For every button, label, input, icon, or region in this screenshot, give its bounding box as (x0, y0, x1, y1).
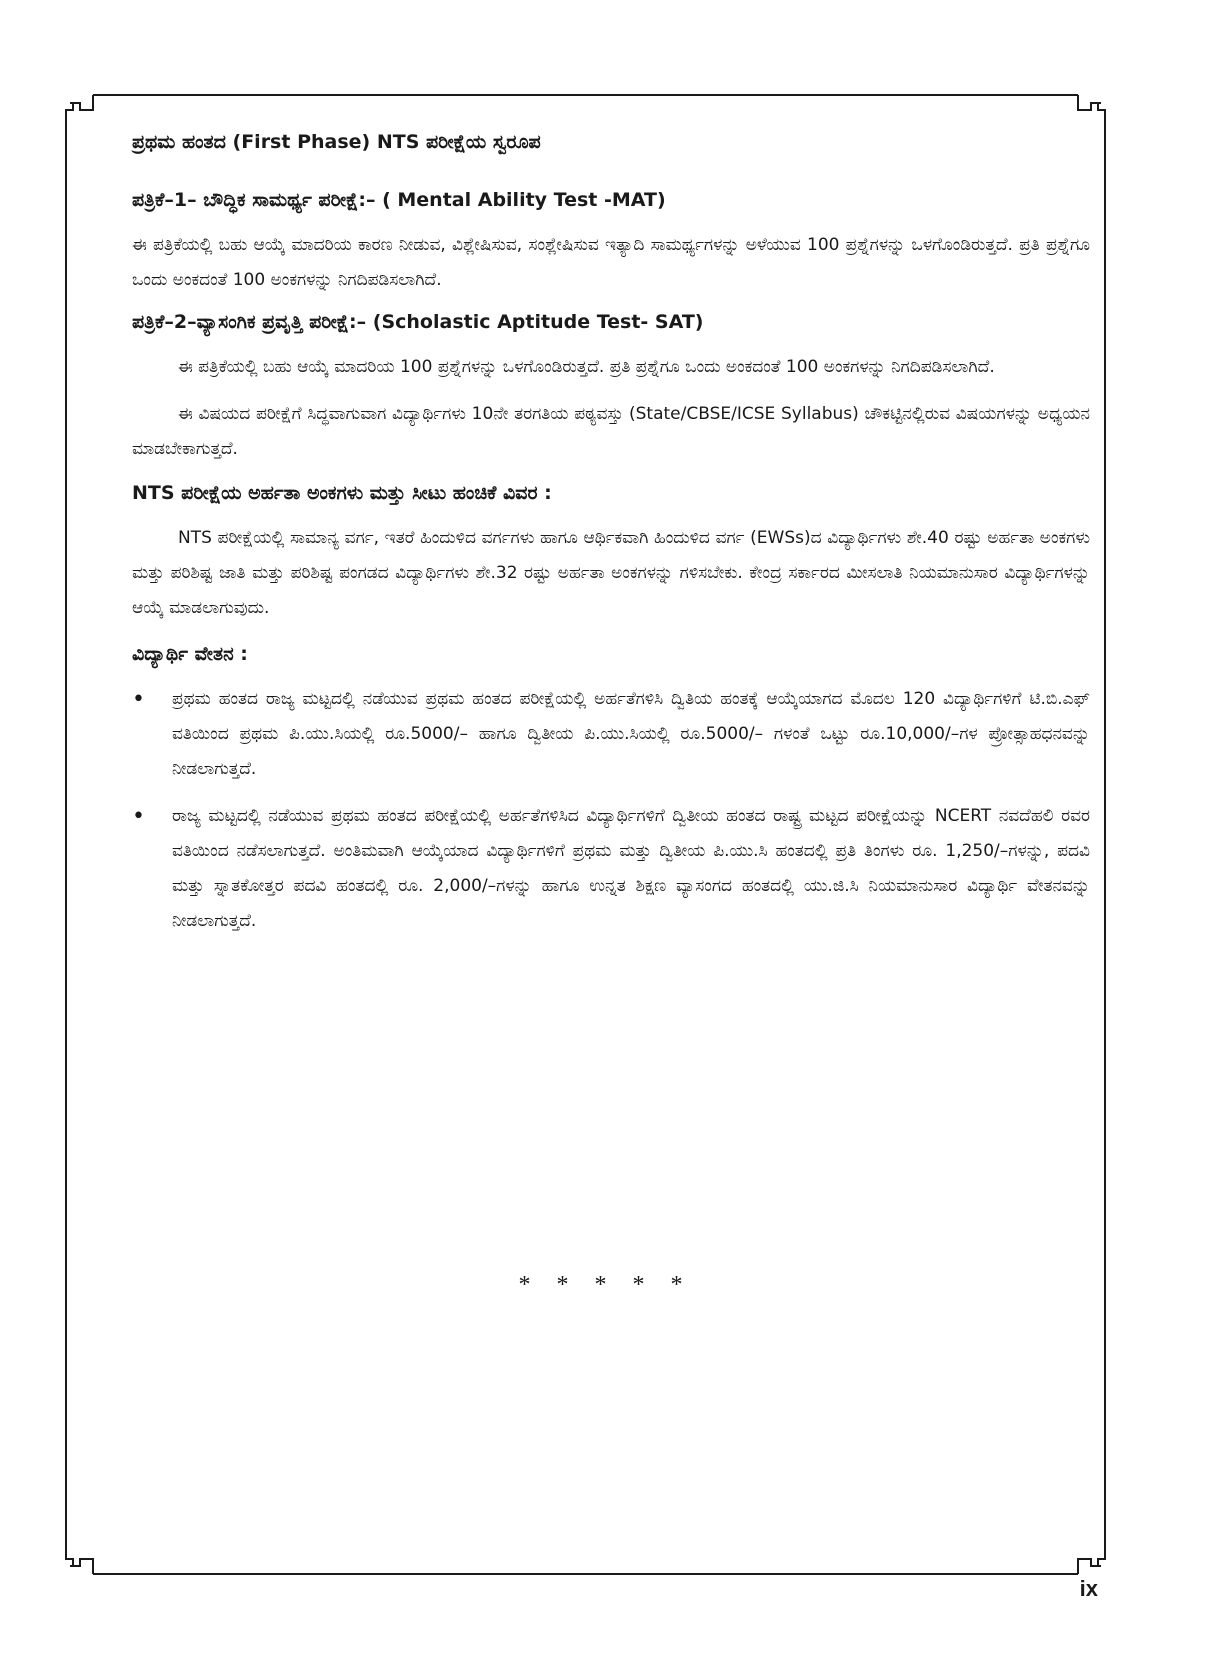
page-number: ix (1079, 1576, 1098, 1601)
mat-heading: ಪತ್ರಿಕೆ–1– ಬೌದ್ಧಿಕ ಸಾಮರ್ಥ್ಯ ಪರೀಕ್ಷೆ:– ( Mental Ability Test -MAT) (132, 189, 666, 211)
sat-heading: ಪತ್ರಿಕೆ–2–ವ್ಯಾಸಂಗಿಕ ಪ್ರವೃತ್ತಿ ಪರೀಕ್ಷೆ:– (Scholastic Aptitude Test- SAT) (132, 311, 704, 333)
mat-description: ಈ ಪತ್ರಿಕೆಯಲ್ಲಿ ಬಹು ಆಯ್ಕೆ ಮಾದರಿಯ ಕಾರಣ ನೀಡುವ, ವಿಶ್ಲೇಷಿಸುವ, ಸಂಶ್ಲೇಷಿಸುವ ಇತ್ಯಾದಿ ಸಾಮರ್ಥ್ಯಗಳನ್ನು ಅಳೆಯುವ 100 ಪ್ರಶ್ನೆಗಳನ್ನು ಒಳಗೊಂಡಿರುತ್ತದೆ. ಪ್ರತಿ ಪ್ರಶ್ನೆಗೂ ಒಂದು ಅಂಕದಂತೆ 100 ಅಂಕಗಳನ್ನು ನಿಗದಿಪಡಿಸಲಾಗಿದೆ. (132, 235, 1090, 290)
list-item (132, 799, 1090, 939)
nts-qualifying-description: NTS ಪರೀಕ್ಷೆಯಲ್ಲಿ ಸಾಮಾನ್ಯ ವರ್ಗ, ಇತರೆ ಹಿಂದುಳಿದ ವರ್ಗಗಳು ಹಾಗೂ ಆರ್ಥಿಕವಾಗಿ ಹಿಂದುಳಿದ ವರ್ಗ (EWSs)ದ ವಿದ್ಯಾರ್ಥಿಗಳು ಶೇ.40 ರಷ್ಟು ಅರ್ಹತಾ ಅಂಕಗಳು ಮತ್ತು ಪರಿಶಿಷ್ಟ ಜಾತಿ ಮತ್ತು ಪರಿಶಿಷ್ಟ ಪಂಗಡದ ವಿದ್ಯಾರ್ಥಿಗಳು ಶೇ.32 ರಷ್ಟು ಅರ್ಹತಾ ಅಂಕಗಳನ್ನು ಗಳಿಸಬೇಕು. ಕೇಂದ್ರ ಸರ್ಕಾರದ ಮೀಸಲಾತಿ ನಿಯಮಾನುಸಾರ ವಿದ್ಯಾರ್ಥಿಗಳನ್ನು ಆಯ್ಕೆ ಮಾಡಲಾಗುವುದು. (132, 528, 1090, 618)
bullet-icon: • (132, 687, 145, 712)
sat-description: ಈ ಪತ್ರಿಕೆಯಲ್ಲಿ ಬಹು ಆಯ್ಕೆ ಮಾದರಿಯ 100 ಪ್ರಶ್ನೆಗಳನ್ನು ಒಳಗೊಂಡಿರುತ್ತದೆ. ಪ್ರತಿ ಪ್ರಶ್ನೆಗೂ ಒಂದು ಅಂಕದಂತೆ 100 ಅಂಕಗಳನ್ನು ನಿಗದಿಪಡಿಸಲಾಗಿದೆ. (178, 357, 995, 377)
stipend-item-text: ರಾಜ್ಯ ಮಟ್ಟದಲ್ಲಿ ನಡೆಯುವ ಪ್ರಥಮ ಹಂತದ ಪರೀಕ್ಷೆಯಲ್ಲಿ ಅರ್ಹತೆಗಳಿಸಿದ ವಿದ್ಯಾರ್ಥಿಗಳಿಗೆ ದ್ವಿತೀಯ ಹಂತದ ರಾಷ್ಟ್ರ ಮಟ್ಟದ ಪರೀಕ್ಷೆಯನ್ನು NCERT ನವದೆಹಲಿ ರವರ ವತಿಯಿಂದ ನಡೆಸಲಾಗುತ್ತದೆ. ಅಂತಿಮವಾಗಿ ಆಯ್ಕೆಯಾದ ವಿದ್ಯಾರ್ಥಿಗಳಿಗೆ ಪ್ರಥಮ ಮತ್ತು ದ್ವಿತೀಯ ಪಿ.ಯು.ಸಿ ಹಂತದಲ್ಲಿ ಪ್ರತಿ ತಿಂಗಳು ರೂ. 1,250/–ಗಳನ್ನು, ಪದವಿ ಮತ್ತು ಸ್ನಾತಕೋತ್ತರ ಪದವಿ ಹಂತದಲ್ಲಿ ರೂ. 2,000/–ಗಳನ್ನು ಹಾಗೂ ಉನ್ನತ ಶಿಕ್ಷಣ ವ್ಯಾಸಂಗದ ಹಂತದಲ್ಲಿ ಯು.ಜಿ.ಸಿ ನಿಯಮಾನುಸಾರ ವಿದ್ಯಾರ್ಥಿ ವೇತನವನ್ನು ನೀಡಲಾಗುತ್ತದೆ. (172, 806, 1090, 931)
page-content (132, 128, 1090, 939)
sat-syllabus-note: ಈ ವಿಷಯದ ಪರೀಕ್ಷೆಗೆ ಸಿದ್ಧವಾಗುವಾಗ ವಿದ್ಯಾರ್ಥಿಗಳು 10ನೇ ತರಗತಿಯ ಪಠ್ಯವಸ್ತು (State/CBSE/ICSE Syllabus) ಚೌಕಟ್ಟಿನಲ್ಲಿರುವ ವಿಷಯಗಳನ್ನು ಅಧ್ಯಯನ ಮಾಡಬೇಕಾಗುತ್ತದೆ. (132, 404, 1090, 459)
nts-qualifying-heading: NTS ಪರೀಕ್ಷೆಯ ಅರ್ಹತಾ ಅಂಕಗಳು ಮತ್ತು ಸೀಟು ಹಂಚಿಕೆ ವಿವರ : (132, 482, 552, 504)
list-item (132, 682, 1090, 787)
stipend-list (132, 682, 1090, 939)
bullet-icon: • (132, 804, 145, 829)
section-separator: * * * * * (518, 1272, 693, 1298)
page-title: ಪ್ರಥಮ ಹಂತದ (First Phase) NTS ಪರೀಕ್ಷೆಯ ಸ್ವರೂಪ (132, 131, 541, 153)
stipend-item-text: ಪ್ರಥಮ ಹಂತದ ರಾಜ್ಯ ಮಟ್ಟದಲ್ಲಿ ನಡೆಯುವ ಪ್ರಥಮ ಹಂತದ ಪರೀಕ್ಷೆಯಲ್ಲಿ ಅರ್ಹತೆಗಳಿಸಿ ದ್ವಿತಿಯ ಹಂತಕ್ಕೆ ಆಯ್ಕೆಯಾಗದ ಮೊದಲ 120 ವಿದ್ಯಾರ್ಥಿಗಳಿಗೆ ಟಿ.ಬಿ.ಎಫ್ ವತಿಯಿಂದ ಪ್ರಥಮ ಪಿ.ಯು.ಸಿಯಲ್ಲಿ ರೂ.5000/– ಹಾಗೂ ದ್ವಿತೀಯ ಪಿ.ಯು.ಸಿಯಲ್ಲಿ ರೂ.5000/– ಗಳಂತೆ ಒಟ್ಟು ರೂ.10,000/–ಗಳ ಪ್ರೋತ್ಸಾಹಧನವನ್ನು ನೀಡಲಾಗುತ್ತದೆ. (172, 689, 1090, 779)
stipend-heading: ವಿದ್ಯಾರ್ಥಿ ವೇತನ : (132, 643, 248, 665)
